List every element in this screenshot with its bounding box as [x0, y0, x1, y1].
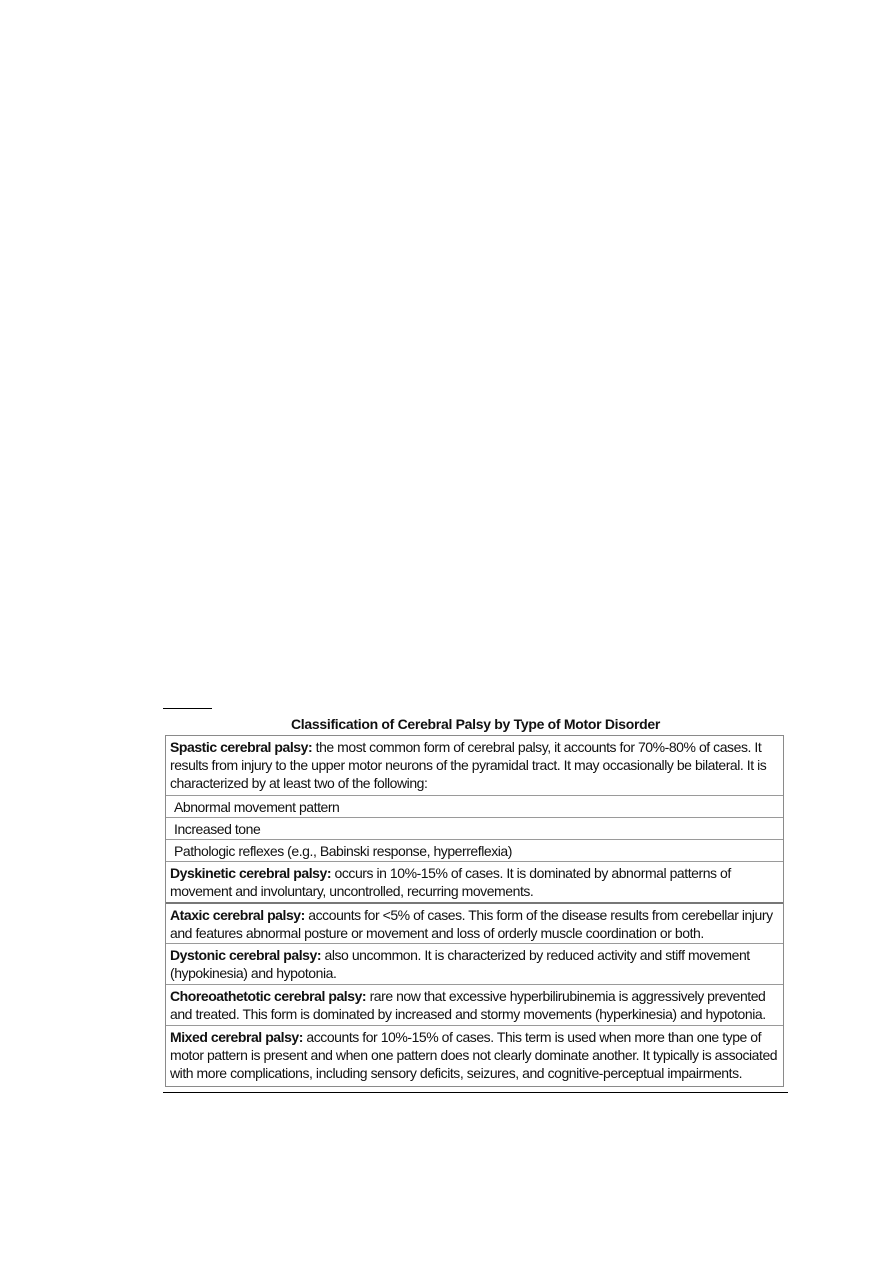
- desc-mixed: accounts for 10%-15% of cases. This term is used when more than one type of motor pattern is present and when one pattern does not clearly dominate another. It typically is associated with more complications, including sensory deficits, seizures, and cognitive-perceptual impairments.: [170, 1029, 778, 1081]
- row-spastic-feature-3: [166, 839, 783, 861]
- short-rule-divider: [163, 708, 212, 709]
- feature-text: Pathologic reflexes (e.g., Babinski response, hyperreflexia): [174, 843, 512, 859]
- table-title: Classification of Cerebral Palsy by Type of Motor Disorder: [291, 716, 660, 732]
- desc-dystonic: also uncommon. It is characterized by reduced activity and stiff movement (hypokinesia) and hypotonia.: [170, 947, 750, 981]
- term-ataxic: Ataxic cerebral palsy:: [170, 907, 305, 923]
- row-spastic: [166, 736, 783, 795]
- row-dystonic: [166, 943, 783, 984]
- term-choreoathetotic: Choreoathetotic cerebral palsy:: [170, 988, 367, 1004]
- desc-choreoathetotic: rare now that excessive hyperbilirubinemia is aggressively prevented and treated. This form is dominated by increased and stormy movements (hyperkinesia) and hypotonia.: [170, 988, 766, 1022]
- feature-text: Increased tone: [174, 821, 261, 837]
- row-spastic-feature-2: [166, 817, 783, 839]
- term-dyskinetic: Dyskinetic cerebral palsy:: [170, 865, 332, 881]
- term-mixed: Mixed cerebral palsy:: [170, 1029, 303, 1045]
- feature-text: Abnormal movement pattern: [174, 799, 340, 815]
- term-dystonic: Dystonic cerebral palsy:: [170, 947, 322, 963]
- row-ataxic: [166, 902, 783, 943]
- row-choreoathetotic: [166, 984, 783, 1025]
- row-spastic-feature-1: [166, 795, 783, 817]
- desc-spastic: the most common form of cerebral palsy, it accounts for 70%-80% of cases. It results from injury to the upper motor neurons of the pyramidal tract. It may occasionally be bilateral. It is characterized by at least two of the following:: [170, 739, 767, 791]
- cerebral-palsy-classification-table: [165, 735, 784, 1087]
- row-mixed: [166, 1025, 783, 1086]
- term-spastic: Spastic cerebral palsy:: [170, 739, 313, 755]
- desc-dyskinetic: occurs in 10%-15% of cases. It is dominated by abnormal patterns of movement and involuntary, uncontrolled, recurring movements.: [170, 865, 731, 899]
- bottom-rule-divider: [163, 1092, 788, 1093]
- row-dyskinetic: [166, 861, 783, 902]
- desc-ataxic: accounts for <5% of cases. This form of the disease results from cerebellar injury and features abnormal posture or movement and loss of orderly muscle coordination or both.: [170, 907, 773, 941]
